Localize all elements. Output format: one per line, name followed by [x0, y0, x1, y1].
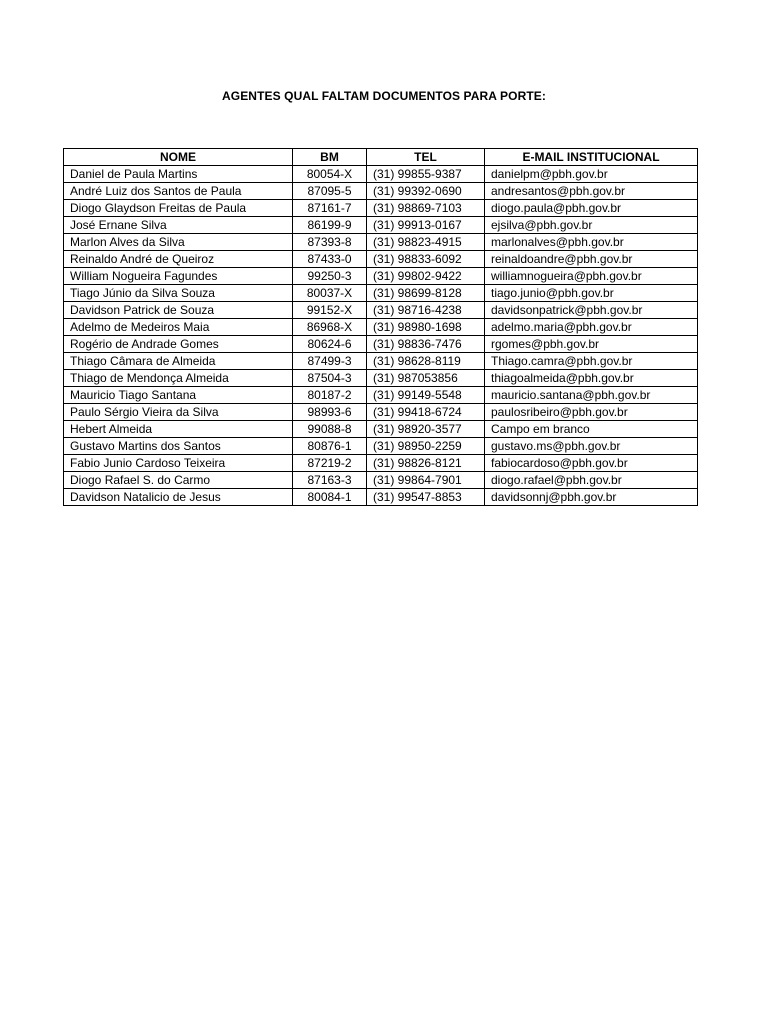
cell-email: williamnogueira@pbh.gov.br	[485, 268, 698, 285]
table-row	[64, 438, 698, 455]
table-row	[64, 251, 698, 268]
cell-bm: 86199-9	[293, 217, 367, 234]
cell-tel: (31) 99855-9387	[367, 166, 485, 183]
cell-email: danielpm@pbh.gov.br	[485, 166, 698, 183]
cell-bm: 87095-5	[293, 183, 367, 200]
table-row	[64, 353, 698, 370]
cell-tel: (31) 99913-0167	[367, 217, 485, 234]
table-row	[64, 421, 698, 438]
cell-tel: (31) 98869-7103	[367, 200, 485, 217]
cell-bm: 80624-6	[293, 336, 367, 353]
cell-nome: William Nogueira Fagundes	[64, 268, 293, 285]
table-row	[64, 234, 698, 251]
cell-email: paulosribeiro@pbh.gov.br	[485, 404, 698, 421]
table-body	[64, 166, 698, 506]
document-title: AGENTES QUAL FALTAM DOCUMENTOS PARA PORTE:	[222, 89, 546, 103]
cell-bm: 99250-3	[293, 268, 367, 285]
cell-tel: (31) 98699-8128	[367, 285, 485, 302]
cell-email: reinaldoandre@pbh.gov.br	[485, 251, 698, 268]
cell-nome: Diogo Rafael S. do Carmo	[64, 472, 293, 489]
cell-nome: Fabio Junio Cardoso Teixeira	[64, 455, 293, 472]
header-email: E-MAIL INSTITUCIONAL	[485, 149, 698, 166]
cell-email: davidsonnj@pbh.gov.br	[485, 489, 698, 506]
cell-tel: (31) 99802-9422	[367, 268, 485, 285]
table-row	[64, 370, 698, 387]
cell-email: rgomes@pbh.gov.br	[485, 336, 698, 353]
cell-bm: 86968-X	[293, 319, 367, 336]
cell-bm: 99088-8	[293, 421, 367, 438]
cell-email: tiago.junio@pbh.gov.br	[485, 285, 698, 302]
cell-bm: 80037-X	[293, 285, 367, 302]
cell-nome: Marlon Alves da Silva	[64, 234, 293, 251]
cell-email: fabiocardoso@pbh.gov.br	[485, 455, 698, 472]
cell-email: andresantos@pbh.gov.br	[485, 183, 698, 200]
cell-tel: (31) 98826-8121	[367, 455, 485, 472]
table-row	[64, 200, 698, 217]
cell-nome: André Luiz dos Santos de Paula	[64, 183, 293, 200]
cell-bm: 87219-2	[293, 455, 367, 472]
table-row	[64, 285, 698, 302]
table-row	[64, 387, 698, 404]
cell-bm: 80054-X	[293, 166, 367, 183]
cell-bm: 80084-1	[293, 489, 367, 506]
table-header-row	[64, 149, 698, 166]
cell-tel: (31) 98836-7476	[367, 336, 485, 353]
cell-tel: (31) 99392-0690	[367, 183, 485, 200]
cell-nome: Hebert Almeida	[64, 421, 293, 438]
cell-bm: 87433-0	[293, 251, 367, 268]
cell-bm: 80876-1	[293, 438, 367, 455]
cell-nome: Thiago Câmara de Almeida	[64, 353, 293, 370]
cell-tel: (31) 98980-1698	[367, 319, 485, 336]
header-bm: BM	[293, 149, 367, 166]
cell-bm: 87504-3	[293, 370, 367, 387]
table-row	[64, 489, 698, 506]
cell-bm: 87163-3	[293, 472, 367, 489]
cell-bm: 87161-7	[293, 200, 367, 217]
cell-nome: Reinaldo André de Queiroz	[64, 251, 293, 268]
cell-tel: (31) 99547-8853	[367, 489, 485, 506]
cell-nome: Davidson Patrick de Souza	[64, 302, 293, 319]
cell-bm: 99152-X	[293, 302, 367, 319]
cell-nome: Rogério de Andrade Gomes	[64, 336, 293, 353]
cell-bm: 87393-8	[293, 234, 367, 251]
cell-email: gustavo.ms@pbh.gov.br	[485, 438, 698, 455]
table-row	[64, 217, 698, 234]
cell-tel: (31) 98716-4238	[367, 302, 485, 319]
cell-tel: (31) 987053856	[367, 370, 485, 387]
cell-email: diogo.rafael@pbh.gov.br	[485, 472, 698, 489]
table-row	[64, 268, 698, 285]
cell-tel: (31) 98823-4915	[367, 234, 485, 251]
cell-email: ejsilva@pbh.gov.br	[485, 217, 698, 234]
cell-nome: Diogo Glaydson Freitas de Paula	[64, 200, 293, 217]
header-nome: NOME	[64, 149, 293, 166]
table-row	[64, 183, 698, 200]
cell-nome: Daniel de Paula Martins	[64, 166, 293, 183]
cell-bm: 98993-6	[293, 404, 367, 421]
cell-nome: Paulo Sérgio Vieira da Silva	[64, 404, 293, 421]
cell-tel: (31) 98920-3577	[367, 421, 485, 438]
cell-tel: (31) 98628-8119	[367, 353, 485, 370]
table-row	[64, 404, 698, 421]
cell-nome: Gustavo Martins dos Santos	[64, 438, 293, 455]
cell-bm: 87499-3	[293, 353, 367, 370]
table-row	[64, 472, 698, 489]
cell-tel: (31) 98833-6092	[367, 251, 485, 268]
table-row	[64, 319, 698, 336]
header-tel: TEL	[367, 149, 485, 166]
table-row	[64, 302, 698, 319]
cell-email: Thiago.camra@pbh.gov.br	[485, 353, 698, 370]
table-row	[64, 336, 698, 353]
agents-table	[63, 148, 698, 506]
cell-email: thiagoalmeida@pbh.gov.br	[485, 370, 698, 387]
cell-nome: Davidson Natalicio de Jesus	[64, 489, 293, 506]
cell-email: davidsonpatrick@pbh.gov.br	[485, 302, 698, 319]
cell-nome: Adelmo de Medeiros Maia	[64, 319, 293, 336]
cell-email: mauricio.santana@pbh.gov.br	[485, 387, 698, 404]
cell-nome: Thiago de Mendonça Almeida	[64, 370, 293, 387]
cell-bm: 80187-2	[293, 387, 367, 404]
cell-email: marlonalves@pbh.gov.br	[485, 234, 698, 251]
cell-tel: (31) 99864-7901	[367, 472, 485, 489]
cell-email: Campo em branco	[485, 421, 698, 438]
cell-tel: (31) 98950-2259	[367, 438, 485, 455]
cell-tel: (31) 99149-5548	[367, 387, 485, 404]
table-row	[64, 166, 698, 183]
cell-nome: Mauricio Tiago Santana	[64, 387, 293, 404]
cell-email: diogo.paula@pbh.gov.br	[485, 200, 698, 217]
cell-tel: (31) 99418-6724	[367, 404, 485, 421]
cell-nome: Tiago Júnio da Silva Souza	[64, 285, 293, 302]
table-row	[64, 455, 698, 472]
cell-email: adelmo.maria@pbh.gov.br	[485, 319, 698, 336]
cell-nome: José Ernane Silva	[64, 217, 293, 234]
